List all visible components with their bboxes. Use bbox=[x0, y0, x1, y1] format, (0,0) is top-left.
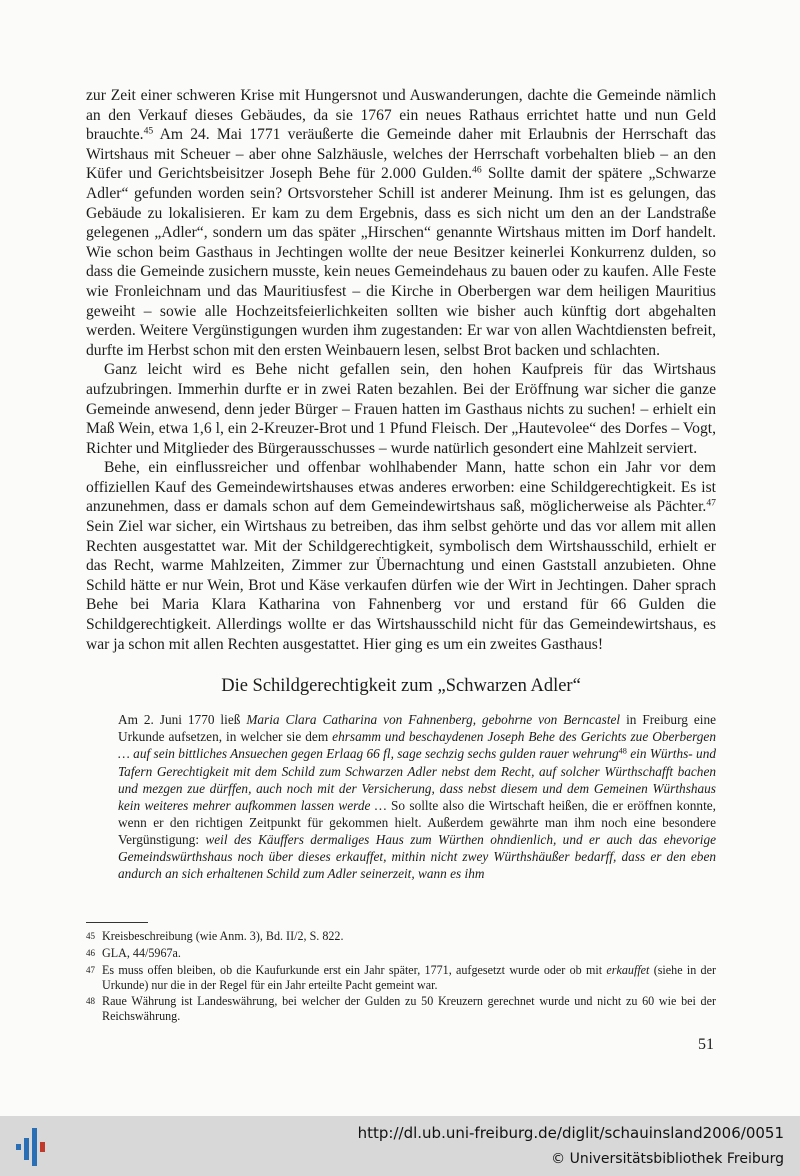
footnote-text-part-b: (siehe in der Urkunde) nur die in der Regel für ein Jahr erteilte Pacht gemeint war. bbox=[102, 962, 716, 992]
footnote-ref-47[interactable]: 47 bbox=[706, 498, 716, 510]
quote-text-3: So sollte also die Wirtschaft heißen, die er eröffnen konnte, wenn er den richtigen Zeitpunkt für gekommen hielt. Außerdem gewährte man ihm noch eine besondere Vergünstigung: bbox=[118, 797, 717, 847]
footnote-number: 46 bbox=[86, 947, 95, 958]
footnote-47 bbox=[86, 963, 716, 993]
paragraph-2: Ganz leicht wird es Behe nicht gefallen sein, den hohen Kaufpreis für das Wirtshaus aufzubringen. Immerhin durfte er in zwei Raten bezahlen. Bei der Eröffnung war sicher die ganze Gemeinde anwesend, denn jeder Bürger – Frauen hatten im Gasthaus nichts zu suchen! – erhielt ein Maß Wein, etwa 1,6 l, ein 2-Kreuzer-Brot und 1 Pfund Fleisch. Der „Hautevolee“ des Dorfes – Vogt, Richter und Mitglieder des Bürgerausschusses – wurde natürlich gesondert eine Mahlzeit serviert. bbox=[86, 361, 716, 457]
footnote-number: 47 bbox=[86, 964, 95, 975]
paragraph-1-part-c: Sollte damit der spätere „Schwarze Adler“ gefunden worden sein? Ortsvorsteher Schill ist anderer Meinung. Ihm ist es gelungen, das Gebäude zu lokalisieren. Er kam zu dem Ergebnis, dass es sich nicht um den an der Landstraße gelegenen „Adler“, sondern um das später „Hirschen“ genannte Wirtshaus mitten im Dorf handelt. Wie schon beim Gasthaus in Jechtingen wollte der neue Besitzer keinerlei Konkurrenz dulden, so dass die Gemeinde zusichern musste, kein neues Gemeindehaus zu bauen oder zu kaufen. Alle Feste wie Fronleichnam und das Mauritiusfest – die Kirche in Oberbergen war dem heiligen Mauritius geweiht – sowie alle Hochzeitsfeierlichkeiten sollten wie bisher auch künftig dort abgehalten werden. Weitere Vergünstigungen wurden ihm zugestanden: Er war von allen Wachtdiensten befreit, durfte im Herbst schon mit den ersten Weinbauern lesen, selbst Brot backen und schlachten. bbox=[86, 165, 716, 359]
paragraph-1-part-a: zur Zeit einer schweren Krise mit Hungersnot und Auswanderungen, dachte die Gemeinde nämlich an den Verkauf dieses Gebäudes, da sie 1767 ein neues Rathaus errichtet hatte und nun Geld brauchte. bbox=[86, 87, 716, 144]
ub-freiburg-logo-icon[interactable] bbox=[14, 1126, 48, 1168]
document-page bbox=[86, 86, 716, 1026]
copyright-notice: © Universitätsbibliothek Freiburg bbox=[551, 1151, 784, 1167]
paragraph-3-part-a: Behe, ein einflussreicher und offenbar wohlhabender Mann, hatte schon ein Jahr vor dem offiziellen Kauf des Gemeindewirtshauses etwas anderes erworben: eine Schildgerechtigkeit. Es ist anzunehmen, dass er damals schon auf dem Gemeindewirtshaus saß, möglicherweise als Pächter. bbox=[86, 459, 716, 516]
quote-italic-1: Maria Clara Catharina von Fahnenberg, gebohrne von Berncastel bbox=[246, 712, 621, 728]
footnote-number: 48 bbox=[86, 996, 95, 1007]
footnotes bbox=[86, 929, 716, 1024]
footnote-number: 45 bbox=[86, 931, 95, 942]
quote-text-1: Am 2. Juni 1770 ließ bbox=[118, 712, 247, 728]
paragraph-1-part-b: Am 24. Mai 1771 veräußerte die Gemeinde daher mit Erlaubnis der Herrschaft das Wirtshaus mit Scheuer – aber ohne Salzhäusle, welches der Herrschaft vorbehalten blieb – an den Küfer und Gerichtsbeisitzer Joseph Behe für 2.000 Gulden. bbox=[86, 126, 716, 183]
footnote-text: GLA, 44/5967a. bbox=[102, 945, 181, 960]
footnote-text: Kreisbeschreibung (wie Anm. 3), Bd. II/2, S. 822. bbox=[102, 929, 344, 944]
footnote-text bbox=[102, 963, 716, 993]
paragraph-3 bbox=[86, 458, 716, 654]
footnote-46 bbox=[86, 946, 716, 961]
quote-italic-4: weil des Käuffers dermaliges Haus zum Würthen ohndienlich, und er auch das ehevorige Gemeindswürthshaus noch über dieses erkauffet, mithin nicht zwey Würthshäußer bedarff, dass er den eben andurch an sich erhaltenen Schild zum Adler seinerzeit, wann es ihm bbox=[118, 831, 716, 882]
page-number: 51 bbox=[698, 1036, 714, 1053]
footnote-45 bbox=[86, 929, 716, 944]
permalink-url[interactable]: http://dl.ub.uni-freiburg.de/diglit/schauinsland2006/0051 bbox=[357, 1124, 784, 1142]
body-text bbox=[86, 86, 716, 654]
paragraph-3-part-b: Sein Ziel war sicher, ein Wirtshaus zu betreiben, das ihm selbst gehörte und das vor allem mit allen Rechten ausgestattet war. Mit der Schildgerechtigkeit, symbolisch dem Wirtshausschild, erhielt er das Recht, warme Mahlzeiten, Zimmer zur Übernachtung und einen Gaststall anzubieten. Ohne Schild hätte er nur Wein, Brot und Käse verkaufen dürfen wie der Wirt in Jechtingen. Daher sprach Behe bei Maria Klara Katharina von Fahnenberg vor und erstand für 66 Gulden die Schildgerechtigkeit. Allerdings wollte er das Wirtshausschild nicht für das Gemeindewirtshaus, es war ja schon mit allen Rechten ausgestattet. Hier ging es um ein zweites Gasthaus! bbox=[86, 518, 716, 653]
section-heading: Die Schildgerechtigkeit zum „Schwarzen Adler“ bbox=[221, 676, 581, 697]
document-quote bbox=[118, 711, 716, 882]
footnote-48 bbox=[86, 994, 716, 1024]
quote-italic-3: ein Würths- und Tafern Gerechtigkeit mit dem Schild zum Schwarzen Adler nebst dem Recht, auf solcher Würthschafft bachen und mezgen zue dürffen, auch noch mit der Versicherung, dass nebst diesem und dem Gemeinen Würthshaus kein weiteres mehrer aufkommen lassen werde … bbox=[118, 746, 717, 813]
footnote-ref-48[interactable]: 48 bbox=[618, 746, 627, 756]
quote-text-2: in Freiburg eine Urkunde aufsetzen, in welcher sie dem bbox=[118, 712, 716, 745]
footnote-text: Raue Währung ist Landeswährung, bei welcher der Gulden zu 50 Kreuzern gerechnet wurde und nicht zu 60 wie bei der Reichswährung. bbox=[102, 994, 716, 1024]
footnote-ref-45[interactable]: 45 bbox=[143, 125, 154, 137]
footnote-text-part-a: Es muss offen bleiben, ob die Kaufurkunde erst ein Jahr später, 1771, aufgesetzt wurde oder ob mit bbox=[102, 962, 607, 977]
paragraph-1 bbox=[86, 86, 716, 360]
viewer-footer-bar bbox=[0, 1116, 800, 1176]
footnote-text-italic: erkauffet bbox=[606, 962, 650, 977]
footnote-ref-46[interactable]: 46 bbox=[472, 165, 482, 177]
quote-italic-2: ehrsamm und beschaydenen Joseph Behe des Gerichts zue Oberbergen … auf sein bittliches Ansuechen gegen Erlaag 66 fl, sage sechzig sechs gulden rauer wehrung bbox=[118, 729, 716, 762]
footnote-divider bbox=[86, 922, 148, 923]
